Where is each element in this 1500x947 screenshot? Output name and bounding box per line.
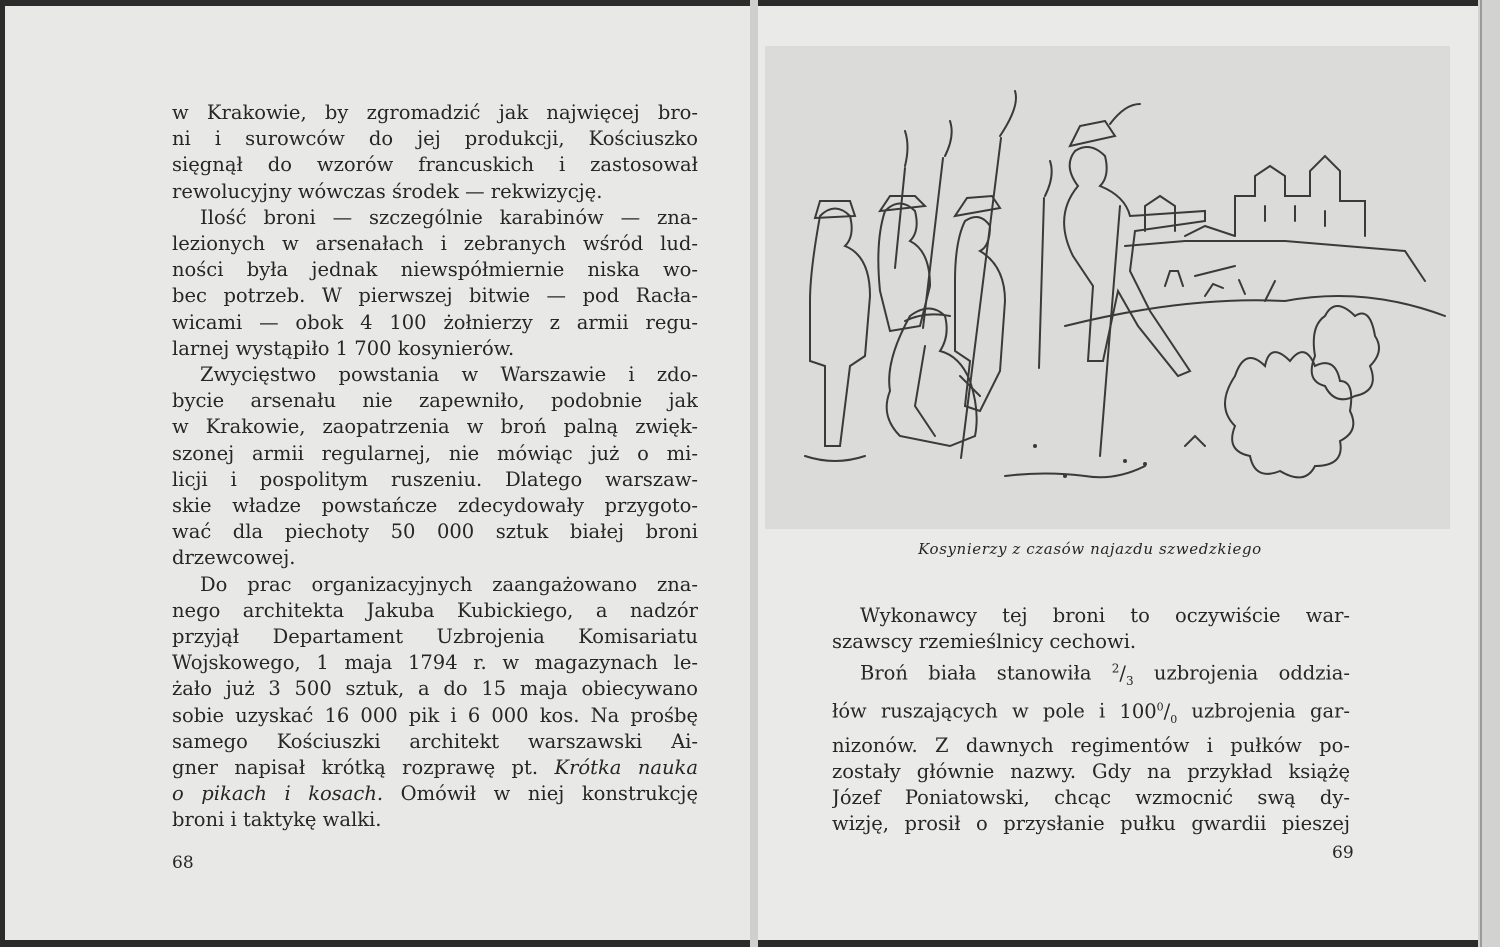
text-line-mixed bbox=[172, 755, 698, 781]
text-line: wicami — obok 4 100 żołnierzy z armii regu- bbox=[172, 310, 698, 334]
book-title-italic: Krótka nauka bbox=[554, 756, 698, 780]
scythemen-illustration bbox=[765, 46, 1450, 529]
percent-number: 100 bbox=[1119, 699, 1157, 723]
fraction: $^2/_3$ bbox=[1111, 661, 1134, 688]
text-line: lezionych w arsenałach i zebranych wśród lud- bbox=[172, 232, 698, 256]
text-line: zostały głównie nazwy. Gdy na przykład książę bbox=[832, 759, 1350, 783]
text-line: wizję, prosił o przysłanie pułku gwardii pieszej bbox=[832, 812, 1350, 836]
page-number-right: 69 bbox=[1332, 843, 1354, 863]
text-line: żało już 3 500 sztuk, a do 15 maja obiecywano bbox=[172, 677, 698, 701]
text-fragment: Broń biała stanowiła bbox=[860, 661, 1092, 685]
sketch-drawing bbox=[765, 46, 1450, 529]
text-line: wać dla piechoty 50 000 sztuk białej broni bbox=[172, 520, 698, 544]
book-edge bbox=[1478, 0, 1500, 947]
book-gutter bbox=[750, 0, 758, 947]
percent-value: $100^0/_0$ bbox=[1119, 699, 1178, 726]
text-line: larnej wystąpiło 1 700 kosynierów. bbox=[172, 336, 515, 360]
text-line: Do prac organizacyjnych zaangażowano zna- bbox=[200, 572, 698, 596]
text-line: rewolucyjny wówczas środek — rekwizycję. bbox=[172, 179, 603, 203]
text-line: ni i surowców do jej produkcji, Kościuszko bbox=[172, 127, 698, 151]
text-line: drzewcowej. bbox=[172, 546, 296, 570]
right-body-text bbox=[832, 603, 1350, 837]
text-line-mixed bbox=[832, 655, 1350, 694]
text-line: Wojskowego, 1 maja 1794 r. w magazynach le- bbox=[172, 651, 698, 675]
text-line: w Krakowie, zaopatrzenia w broń palną zwięk- bbox=[172, 415, 698, 439]
percent-sup: 0 bbox=[1156, 700, 1164, 713]
page-number-left: 68 bbox=[172, 853, 194, 873]
text-line: przyjął Departament Uzbrojenia Komisariatu bbox=[172, 625, 698, 649]
text-line: bycie arsenału nie zapewniło, podobnie jak bbox=[172, 389, 698, 413]
text-fragment: Omówił w niej konstrukcję bbox=[400, 782, 698, 806]
text-line: Zwycięstwo powstania w Warszawie i zdo- bbox=[200, 363, 698, 387]
fraction-denominator: 3 bbox=[1125, 673, 1134, 688]
text-line: bec potrzeb. W pierwszej bitwie — pod Racła- bbox=[172, 284, 698, 308]
text-line: sobie uzyskać 16 000 pik i 6 000 kos. Na prośbę bbox=[172, 703, 698, 727]
text-line: broni i taktykę walki. bbox=[172, 808, 382, 832]
book-title-italic: o pikach i kosach. bbox=[172, 782, 384, 806]
text-line: licji i pospolitym ruszeniu. Dlatego warszaw- bbox=[172, 467, 698, 491]
text-line: szawscy rzemieślnicy cechowi. bbox=[832, 630, 1137, 654]
left-body-text bbox=[172, 100, 698, 834]
text-line-mixed bbox=[172, 781, 698, 807]
text-line: samego Kościuszki architekt warszawski Ai- bbox=[172, 729, 698, 753]
percent-sub: 0 bbox=[1170, 712, 1178, 726]
text-line: nizonów. Z dawnych regimentów i pułków po- bbox=[832, 733, 1350, 757]
text-line: Ilość broni — szczególnie karabinów — zna- bbox=[200, 205, 698, 229]
illustration-caption: Kosynierzy z czasów najazdu szwedzkiego bbox=[918, 540, 1262, 558]
fraction-numerator: 2 bbox=[1111, 661, 1120, 676]
text-fragment: uzbrojenia oddzia- bbox=[1153, 661, 1350, 685]
text-line: nego architekta Jakuba Kubickiego, a nadzór bbox=[172, 598, 698, 622]
text-line: skie władze powstańcze zdecydowały przygoto- bbox=[172, 494, 698, 518]
text-fragment: łów ruszających w pole i bbox=[832, 699, 1106, 723]
text-fragment: gner napisał krótką rozprawę pt. bbox=[172, 756, 539, 780]
text-line: Józef Poniatowski, chcąc wzmocnić swą dy- bbox=[832, 786, 1350, 809]
text-line-mixed bbox=[832, 694, 1350, 733]
text-line: w Krakowie, by zgromadzić jak najwięcej bro- bbox=[172, 101, 698, 124]
text-fragment: uzbrojenia gar- bbox=[1191, 699, 1350, 723]
text-line: ności była jednak niewspółmiernie niska wo- bbox=[172, 258, 698, 282]
text-line: szonej armii regularnej, nie mówiąc już o mi- bbox=[172, 441, 698, 465]
text-line: Wykonawcy tej broni to oczywiście war- bbox=[860, 604, 1350, 627]
text-line: sięgnął do wzorów francuskich i zastosował bbox=[172, 153, 698, 177]
